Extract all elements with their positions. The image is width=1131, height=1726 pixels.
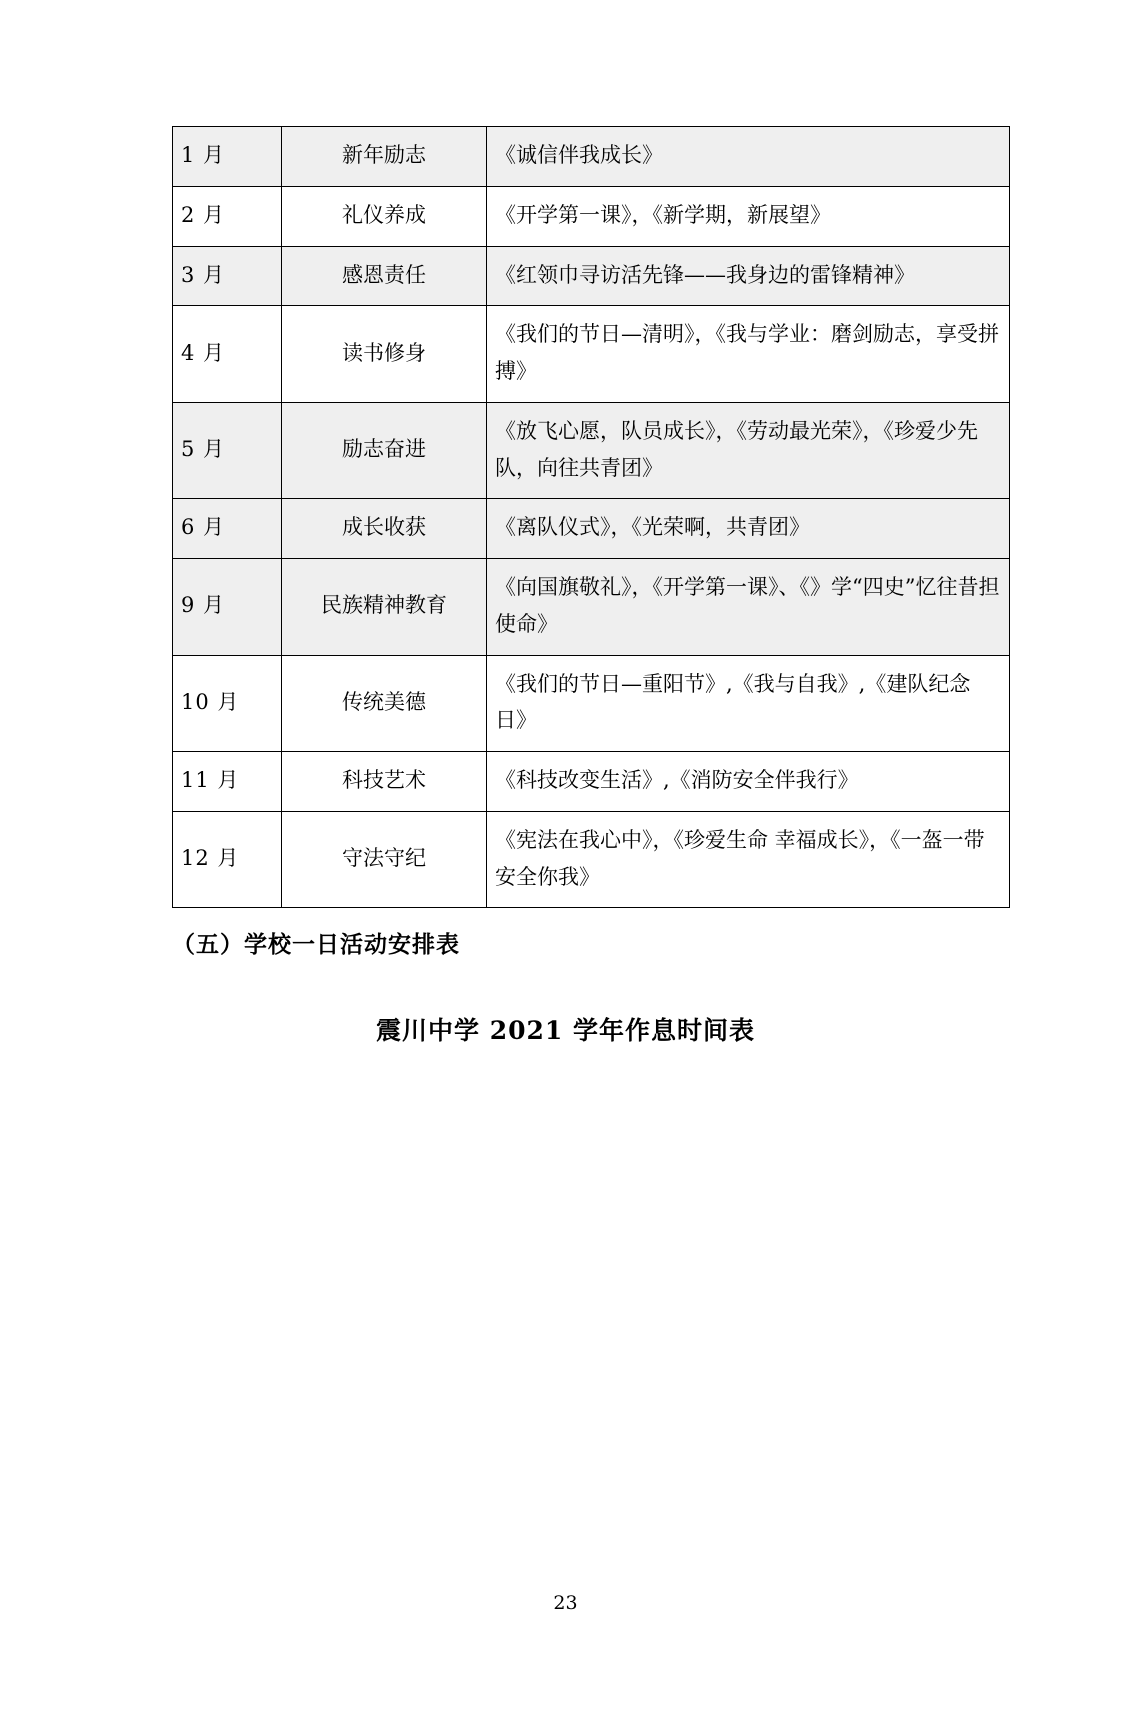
cell-theme: 成长收获 — [282, 499, 487, 559]
cell-content: 《向国旗敬礼》，《开学第一课》、《》学“四史”忆往昔担使命》 — [487, 559, 1010, 656]
cell-month: 4 月 — [173, 306, 282, 403]
cell-theme: 传统美德 — [282, 655, 487, 752]
cell-theme: 守法守纪 — [282, 811, 487, 908]
section-heading: （五）学校一日活动安排表 — [172, 931, 460, 959]
cell-content: 《科技改变生活》,《消防安全伴我行》 — [487, 752, 1010, 812]
cell-theme: 礼仪养成 — [282, 186, 487, 246]
cell-month: 10 月 — [173, 655, 282, 752]
table-row — [173, 811, 1010, 908]
table-row — [173, 402, 1010, 499]
monthly-theme-table — [172, 126, 1010, 908]
page-number: 23 — [553, 1592, 578, 1614]
table-row — [173, 752, 1010, 812]
table-row — [173, 559, 1010, 656]
cell-month: 11 月 — [173, 752, 282, 812]
cell-content: 《离队仪式》，《光荣啊，共青团》 — [487, 499, 1010, 559]
page-title: 震川中学 2021 学年作息时间表 — [376, 1016, 755, 1046]
cell-content: 《红领巾寻访活先锋——我身边的雷锋精神》 — [487, 246, 1010, 306]
table-row — [173, 246, 1010, 306]
table-body — [173, 127, 1010, 908]
document-page — [0, 126, 1131, 1726]
table-row — [173, 655, 1010, 752]
cell-theme: 励志奋进 — [282, 402, 487, 499]
cell-content: 《我们的节日—重阳节》,《我与自我》,《建队纪念日》 — [487, 655, 1010, 752]
cell-theme: 读书修身 — [282, 306, 487, 403]
cell-month: 9 月 — [173, 559, 282, 656]
table-row — [173, 499, 1010, 559]
cell-content: 《放飞心愿，队员成长》，《劳动最光荣》，《珍爱少先队，向往共青团》 — [487, 402, 1010, 499]
cell-theme: 科技艺术 — [282, 752, 487, 812]
cell-content: 《开学第一课》，《新学期，新展望》 — [487, 186, 1010, 246]
cell-theme: 感恩责任 — [282, 246, 487, 306]
cell-month: 5 月 — [173, 402, 282, 499]
cell-content: 《诚信伴我成长》 — [487, 127, 1010, 187]
table-row — [173, 186, 1010, 246]
cell-month: 1 月 — [173, 127, 282, 187]
cell-content: 《我们的节日—清明》，《我与学业：磨剑励志，享受拼搏》 — [487, 306, 1010, 403]
table-row — [173, 127, 1010, 187]
cell-month: 2 月 — [173, 186, 282, 246]
cell-month: 6 月 — [173, 499, 282, 559]
cell-content: 《宪法在我心中》，《珍爱生命 幸福成长》，《一盔一带安全你我》 — [487, 811, 1010, 908]
cell-month: 12 月 — [173, 811, 282, 908]
cell-theme: 民族精神教育 — [282, 559, 487, 656]
table-row — [173, 306, 1010, 403]
cell-month: 3 月 — [173, 246, 282, 306]
cell-theme: 新年励志 — [282, 127, 487, 187]
